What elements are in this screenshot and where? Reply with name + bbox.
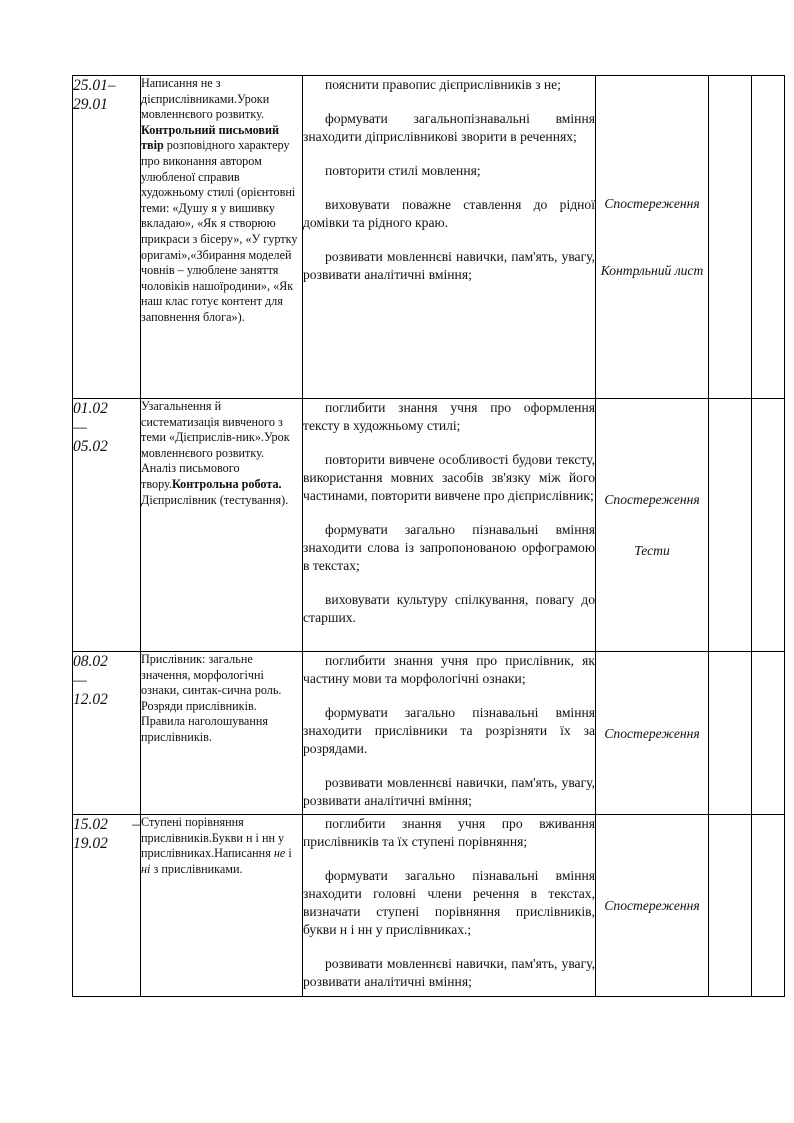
goal-item: поглибити знання учня про прислівник, як частину мови та морфологічні ознаки; (303, 653, 595, 686)
check-cell (596, 399, 709, 652)
date-start-row (73, 815, 140, 834)
topic-text: з прислівниками. (153, 861, 243, 876)
date-cell (73, 652, 141, 815)
goal-item: пояснити правопис дієприслівників з не; (325, 77, 561, 92)
goal-item: повторити стилі мовлення; (325, 163, 481, 178)
table-row (73, 652, 785, 815)
date-start: 01.02 (73, 400, 108, 417)
check-method: Спостереження (604, 898, 700, 913)
table-row (73, 399, 785, 652)
empty-cell (752, 76, 785, 399)
date-end: 05.02 (73, 438, 108, 455)
topic-italic: не (273, 846, 286, 861)
check-cell (596, 815, 709, 997)
goal-item: формувати загально пізнавальні вміння знаходити головні члени речення в текстах, визначати ступені порівняння прислівників, букви н і нн у прислівниках.; (303, 868, 595, 937)
empty-cell (709, 76, 752, 399)
check-method: Спостереження (604, 725, 700, 741)
goals-cell (303, 76, 596, 399)
lesson-plan-table (72, 75, 785, 997)
empty-cell (752, 399, 785, 652)
spacer (596, 508, 708, 542)
check-cell (596, 76, 709, 399)
goal-item: поглибити знання учня про оформлення тексту в художньому стилі; (303, 400, 595, 433)
date-dash: – (132, 816, 140, 833)
goal-item: формувати загально пізнавальні вміння знаходити прислівники та розрізняти їх за розрядами. (303, 705, 595, 756)
date-cell (73, 399, 141, 652)
goal-item: формувати загально пізнавальні вміння знаходити слова із запропонованою орфограмою в текстах; (303, 522, 595, 573)
goal-item: виховувати культуру спілкування, повагу до старших. (303, 592, 595, 625)
topic-cell (141, 76, 303, 399)
topic-text: Розряди прислівників. Правила наголошування прислівників. (141, 698, 268, 744)
check-method: Тести (634, 543, 670, 558)
table-row (73, 76, 785, 399)
goal-item: виховувати поважне ставлення до рідної домівки та рідного краю. (303, 197, 595, 230)
check-method: Спостереження (604, 492, 700, 507)
goal-item: поглибити знання учня про вживання прислівників та їх ступені порівняння; (303, 816, 595, 849)
check-cell (596, 652, 709, 815)
date-end: 19.02 (73, 835, 108, 852)
topic-text: Написання не з дієприслівниками.Уроки мовленнєвого розвитку. (141, 76, 270, 122)
check-method: Спостереження (604, 196, 700, 211)
empty-cell (752, 652, 785, 815)
empty-cell (709, 815, 752, 997)
topic-bold: Контрольний письмовий твір (141, 122, 280, 153)
empty-cell (752, 815, 785, 997)
topic-text: Дієприслівник (тестування). (141, 492, 289, 507)
date-cell (73, 76, 141, 399)
topic-bold: Контрольна робота. (171, 476, 282, 491)
empty-cell (709, 652, 752, 815)
topic-text: Ступені порівняння прислівників.Букви н і нн у прислівниках.Написання (141, 815, 285, 861)
date-end: 12.02 (73, 691, 108, 708)
topic-italic: ні (141, 861, 151, 876)
check-method: Контрльний лист (600, 263, 704, 278)
date-cell (73, 815, 141, 997)
topic-text: Узагальнення й систематизація вивченого з теми «Дієприслів-ник».Урок мовленнєвого розвитку. Аналіз письмового твору. (141, 399, 290, 491)
topic-text: і (288, 846, 292, 861)
goals-cell (303, 399, 596, 652)
empty-cell (709, 399, 752, 652)
topic-cell (141, 815, 303, 997)
topic-text: розповідного характеру про виконання автором улюбленої справив художньому стилі (орієнтовні теми: «Душу я у вишивку вкладаю», «Як я створюю прикраси з бісеру», «У гуртку оригамі»,«Збирання моделей човнів – улюблене заняття чоловіків нашоїродини», «Як наш клас готує контент для заповнення блога»). (141, 138, 298, 324)
topic-cell (141, 399, 303, 652)
goal-item: формувати загальнопізнавальні вміння знаходити діприслівникові зворити в реченнях; (303, 111, 595, 144)
date-dash: — (73, 419, 87, 436)
goal-item: розвивати мовленнєві навички, пам'ять, увагу, розвивати аналітичні вміння; (303, 956, 595, 989)
date-start: 08.02 (73, 653, 108, 670)
topic-text: Прислівник: загальне значення, морфологічні ознаки, синтак-сична роль. (141, 652, 282, 698)
spacer (596, 212, 708, 262)
date-start: 25.01– (73, 77, 116, 94)
table-row (73, 815, 785, 997)
date-end: 29.01 (73, 96, 108, 113)
goal-item: повторити вивчене особливості будови тексту, використання мовних засобів зв'язку між його частинами, повторити вивчене про дієприслівник; (303, 452, 595, 503)
goal-item: розвивати мовленнєві навички, пам'ять, увагу, розвивати аналітичні вміння; (303, 249, 595, 282)
topic-cell (141, 652, 303, 815)
date-dash: — (73, 672, 87, 689)
date-start: 15.02 (73, 816, 108, 833)
goals-cell (303, 652, 596, 815)
goals-cell (303, 815, 596, 997)
goal-item: розвивати мовленнєві навички, пам'ять, увагу, розвивати аналітичні вміння; (303, 775, 595, 808)
